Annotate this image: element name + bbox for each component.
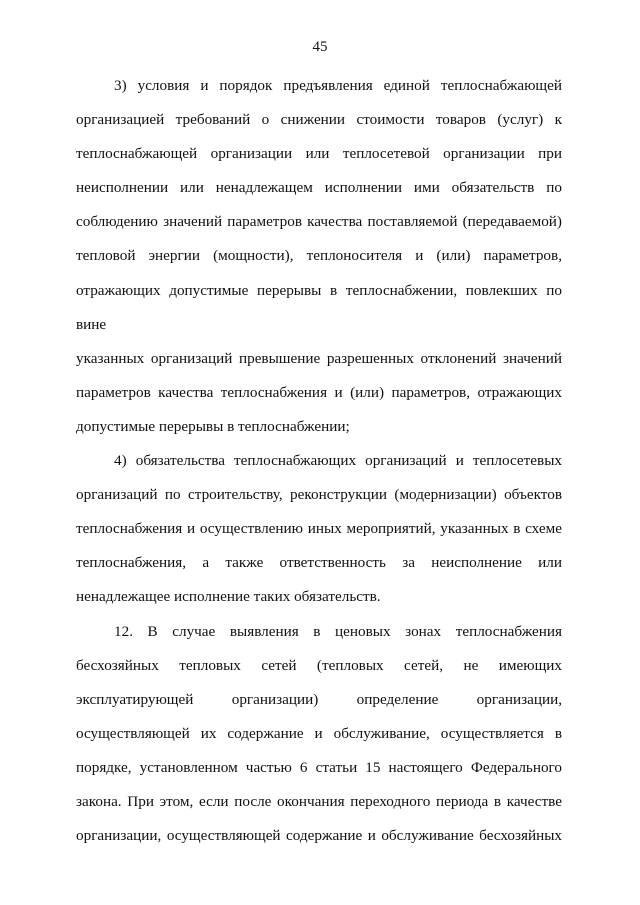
text-line: бесхозяйных тепловых сетей (тепловых сетей, не имеющих: [76, 656, 562, 674]
text-line: допустимые перерывы в теплоснабжении;: [76, 417, 350, 435]
body-text: [76, 69, 562, 853]
text-line: организацией требований о снижении стоимости товаров (услуг) к: [76, 111, 562, 129]
text-line: теплоснабжающей организации или теплосетевой организации при: [76, 145, 562, 163]
text-line: 3) условия и порядок предъявления единой теплоснабжающей: [114, 77, 562, 94]
text-line: 4) обязательства теплоснабжающих организаций и теплосетевых: [114, 452, 562, 470]
text-line: неисполнении или ненадлежащем исполнении ими обязательств по: [76, 179, 562, 197]
text-line: организаций по строительству, реконструкции (модернизации) объектов: [76, 486, 562, 504]
text-line: порядке, установленном частью 6 статьи 15 настоящего Федерального: [76, 758, 562, 776]
text-line: 12. В случае выявления в ценовых зонах теплоснабжения: [114, 622, 562, 640]
text-line: параметров качества теплоснабжения и (или) параметров, отражающих: [76, 383, 562, 401]
text-line: тепловой энергии (мощности), теплоносителя и (или) параметров,: [76, 247, 562, 265]
text-line: теплоснабжения, а также ответственность за неисполнение или: [76, 554, 562, 572]
text-line: осуществляющей их содержание и обслуживание, осуществляется в: [76, 724, 562, 742]
text-line: указанных организаций превышение разрешенных отклонений значений: [76, 349, 562, 367]
text-line: ненадлежащее исполнение таких обязательств.: [76, 588, 381, 606]
text-line: эксплуатирующей организации) определение организации,: [76, 690, 562, 708]
page-number: 45: [312, 39, 328, 55]
paragraph-item-4: [76, 444, 562, 614]
text-line: соблюдению значений параметров качества поставляемой (передаваемой): [76, 213, 562, 231]
paragraph-item-3: [76, 69, 562, 444]
text-line: теплоснабжения и осуществлению иных мероприятий, указанных в схеме: [76, 520, 562, 538]
text-line: отражающих допустимые перерывы в теплоснабжении, повлекших по вине: [76, 281, 562, 333]
text-line: организации, осуществляющей содержание и обслуживание бесхозяйных: [76, 827, 562, 845]
text-line: закона. При этом, если после окончания переходного периода в качестве: [76, 792, 562, 810]
paragraph-section-12: [76, 615, 562, 854]
